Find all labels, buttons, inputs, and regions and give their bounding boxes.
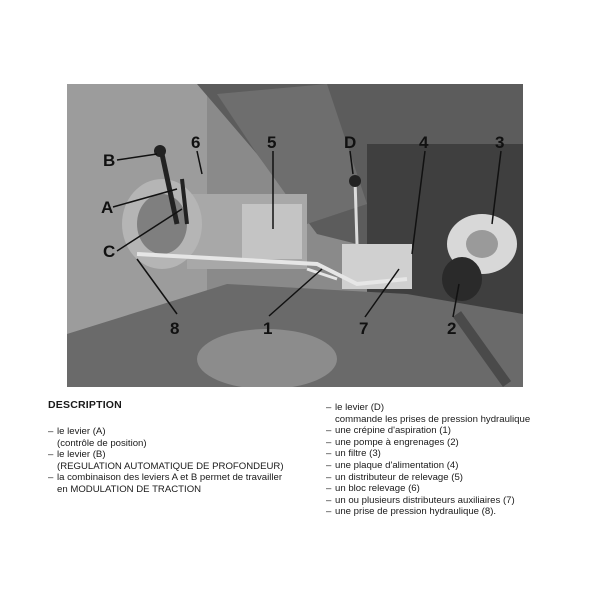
hydraulic-system-photo: [67, 84, 523, 387]
item-text: la combinaison des leviers A et B permet de travailler en MODULATION DE TRACTION: [57, 472, 283, 495]
item-text: un bloc relevage (6): [335, 483, 420, 495]
list-item: [326, 495, 576, 507]
lever-b-knob: [154, 145, 166, 157]
list-item: [326, 506, 576, 518]
callout-b: B: [103, 151, 116, 170]
photo-drawing: [67, 84, 523, 387]
gear-pump: [442, 257, 482, 301]
item-text: une crépine d'aspiration (1): [335, 425, 451, 437]
list-item: [48, 449, 288, 472]
callout-2: 2: [447, 319, 457, 338]
list-item: [326, 448, 576, 460]
item-sub: commande les prises de pression hydraulique: [335, 413, 531, 425]
list-item: [326, 472, 576, 484]
callout-7: 7: [359, 319, 369, 338]
callout-c: C: [103, 242, 116, 261]
lift-distributor: [242, 204, 302, 259]
item-text: le levier (A): [57, 426, 106, 437]
list-item: [326, 460, 576, 472]
item-text: un ou plusieurs distributeurs auxiliaires (7): [335, 494, 515, 506]
item-text: le levier (D): [335, 402, 385, 413]
list-item: [48, 426, 288, 449]
list-item: [326, 437, 576, 449]
item-text: une plaque d'alimentation (4): [335, 459, 459, 471]
item-text: une prise de pression hydraulique (8).: [335, 506, 497, 518]
callout-3: 3: [495, 133, 505, 152]
callout-1: 1: [263, 319, 273, 338]
callout-8: 8: [170, 319, 180, 338]
list-item: [48, 472, 288, 495]
description-right-list: [326, 402, 576, 518]
lever-d-knob: [349, 175, 361, 187]
list-item: [326, 402, 576, 425]
item-text: un filtre (3): [335, 448, 381, 460]
list-item: [326, 425, 576, 437]
filter-cap: [466, 230, 498, 258]
lever-d: [355, 179, 357, 244]
item-text: une pompe à engrenages (2): [335, 436, 459, 448]
callout-5: 5: [267, 133, 277, 152]
lever-quadrant-center: [137, 194, 187, 254]
list-item: [326, 483, 576, 495]
item-text: un distributeur de relevage (5): [335, 471, 463, 483]
description-title: DESCRIPTION: [48, 399, 122, 411]
callout-a: A: [101, 198, 114, 217]
callout-6: 6: [191, 133, 201, 152]
item-text: le levier (B): [57, 449, 106, 461]
description-left-list: [48, 426, 288, 496]
item-sub: (REGULATION AUTOMATIQUE DE PROFONDEUR): [57, 460, 284, 472]
callout-4: 4: [419, 133, 429, 152]
item-sub: (contrôle de position): [57, 437, 147, 449]
callout-d: D: [344, 133, 357, 152]
